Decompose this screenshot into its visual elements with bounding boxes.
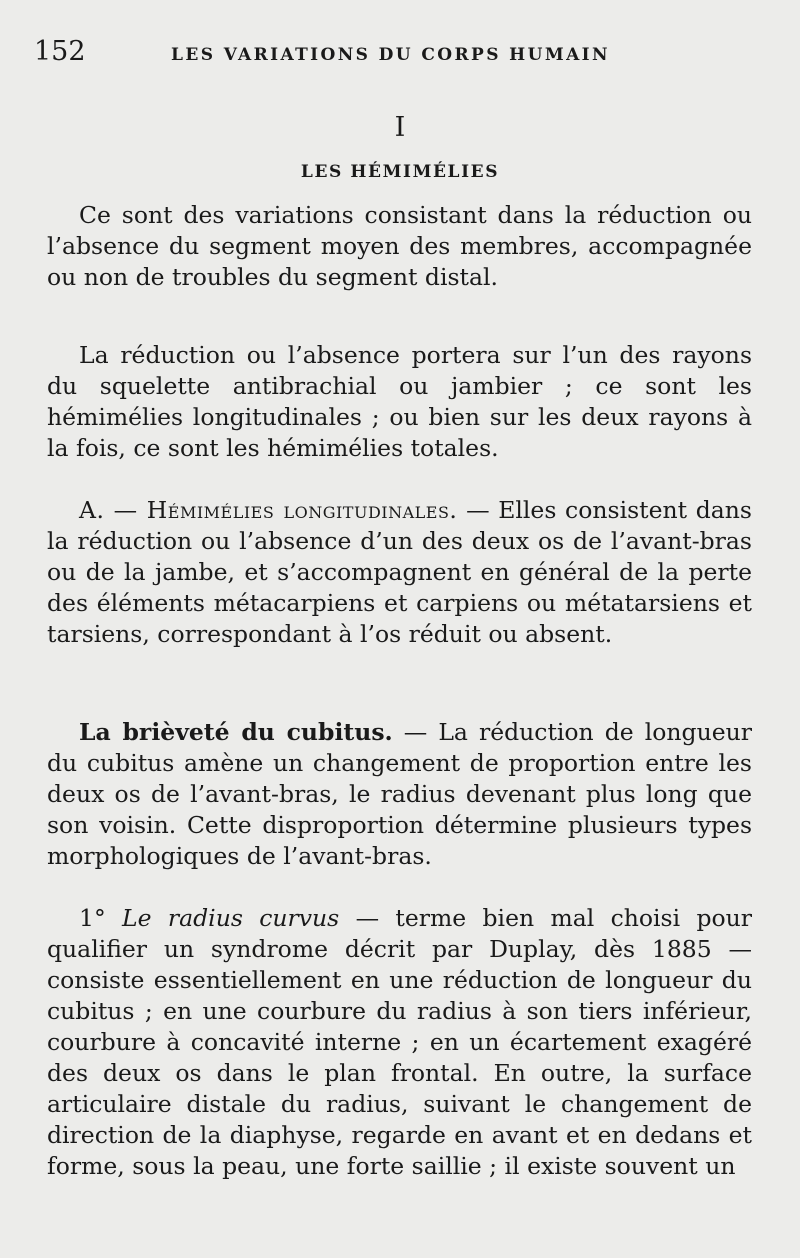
paragraph-longitudinal — [47, 495, 752, 650]
paragraph-cubitus — [47, 717, 752, 872]
page-number: 152 — [34, 36, 86, 67]
list-number: 1° — [79, 904, 123, 932]
paragraph-radius-curvus — [47, 903, 752, 1182]
paragraph-radius-curvus-text: — terme bien mal choisi pour qualifier un syndrome décrit par Duplay, dès 1885 — consiste essentiellement en une réduction de longueur du cubitus ; en une courbure du radius à son tiers inférieur, courbure à concavité interne ; en un écartement exagéré des deux os dans le plan frontal. En outre, la surface articulaire distale du radius, suivant le changement de direction de la diaphyse, regarde en avant et en dedans et forme, sous la peau, une forte saillie ; il existe souvent un — [47, 904, 753, 1180]
page-header — [34, 36, 770, 76]
term-radius-curvus: Le radius curvus — [122, 904, 340, 932]
paragraph-longitudinal-text: — Elles consistent dans la réduction ou l’absence d’un des deux os de l’avant-bras ou de la jambe, et s’accompagnent en général de la perte des éléments métacarpiens et carpiens ou métatarsiens et tarsiens, correspondant à l’os réduit ou absent. — [47, 496, 752, 648]
subsection-heading-longitudinal: A. — Hémimélies longitudinales. — [79, 496, 458, 524]
running-title: LES VARIATIONS DU CORPS HUMAIN — [171, 45, 610, 65]
subsection-heading-cubitus: La brièveté du cubitus. — [79, 718, 393, 746]
section-numeral: I — [394, 112, 406, 143]
paragraph-cubitus-text: — La réduction de longueur du cubitus amène un changement de proportion entre les deux os de l’avant-bras, le radius devenant plus long que son voisin. Cette disproportion détermine plusieurs types morphologiques de l’avant-bras. — [47, 718, 752, 870]
paragraph-classification: La réduction ou l’absence portera sur l’un des rayons du squelette antibrachial ou jambier ; ce sont les hémimélies longitudinales ; ou bien sur les deux rayons à la fois, ce sont les hémimélies totales. — [47, 341, 752, 462]
section-title: LES HÉMIMÉLIES — [300, 162, 500, 182]
paragraph-definition: Ce sont des variations consistant dans la réduction ou l’absence du segment moyen des membres, accompagnée ou non de troubles du segment distal. — [47, 201, 752, 291]
